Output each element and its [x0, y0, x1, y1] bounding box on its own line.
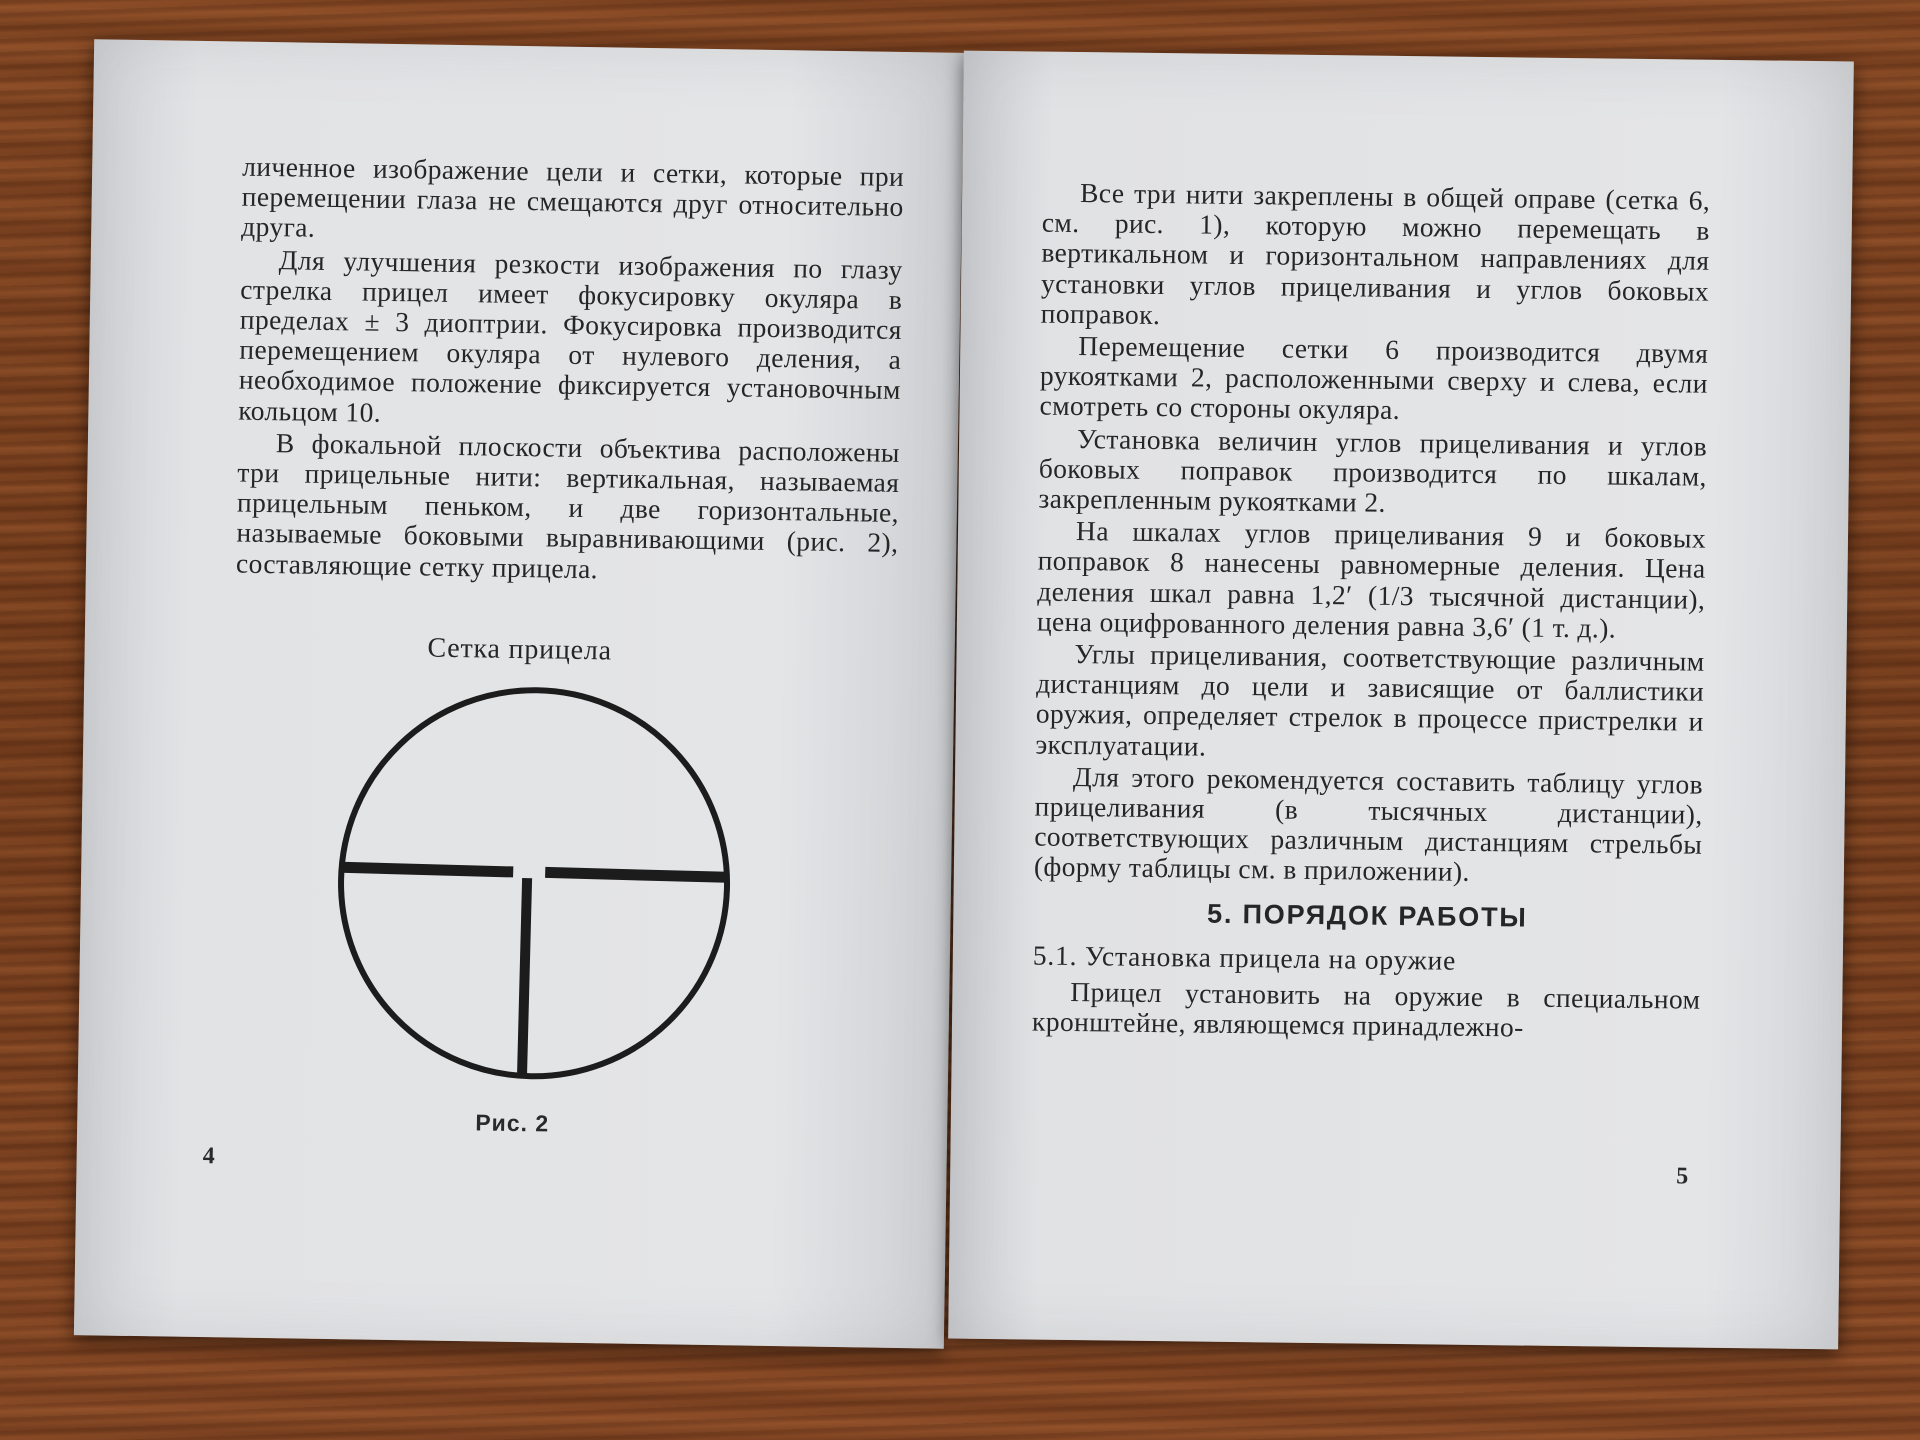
reticle-left-line — [341, 867, 513, 872]
left-page — [74, 39, 964, 1349]
reticle-circle — [338, 687, 730, 1079]
subsection-heading: 5.1. Установка прицела на оружие — [1032, 939, 1457, 976]
left-page-text — [236, 152, 905, 589]
left-paragraph-3: В фокальной плоскости объектива расположены три прицельные нити: вертикальная, называемая прицельным пеньком, и две горизонтальные, называемые боковыми выравнивающими (рис. 2), составляющие сетку прицела. — [235, 426, 901, 584]
section-heading: 5. ПОРЯДОК РАБОТЫ — [1206, 898, 1528, 933]
page-number-left: 4 — [202, 1143, 215, 1170]
left-paragraph-1: личенное изображение цели и сетки, которые при перемещении глаза не смещаются друг относительно друга. — [241, 150, 905, 244]
right-paragraph-4: На шкалах углов прицеливания 9 и боковых поправок 8 нанесены равномерные деления. Цена деления шкал равна 1,2′ (1/3 тысячной дистанции), цена оцифрованного деления равна 3,6′ (1 т. д.). — [1036, 515, 1707, 644]
right-page-text — [1032, 178, 1710, 1046]
figure-label: Рис. 2 — [475, 1109, 550, 1137]
right-paragraph-3: Установка величин углов прицеливания и углов боковых поправок производится по шкалам, закрепленным рукоятками 2. — [1038, 422, 1708, 518]
right-paragraph-final: Прицел установить на оружие в специальном кронштейне, являющемся принадлежно- — [1031, 976, 1701, 1043]
reticle-figure — [330, 679, 738, 1087]
right-paragraph-6: Для этого рекомендуется составить таблицу углов прицеливания (в тысячных дистанции), соответствующих различным дистанциям стрельбы (форму таблицы см. в приложении). — [1033, 760, 1704, 888]
page-number-right: 5 — [1676, 1163, 1689, 1190]
left-paragraph-2: Для улучшения резкости изображения по глазу стрелка прицел имеет фокусировку окуляра в пределах ± 3 диоптрии. Фокусировка производится перемещением окуляра от нулевого деления, а необходимое положение фиксируется установочным кольцом 10. — [238, 243, 903, 428]
right-paragraph-5: Углы прицеливания, соответствующие различным дистанциям до цели и зависящие от баллистики оружия, определяет стрелок в процессе пристрелки и эксплуатации. — [1035, 638, 1705, 762]
reticle-right-line — [545, 872, 727, 877]
right-paragraph-2: Перемещение сетки 6 производится двумя рукоятками 2, расположенными сверху и слева, если смотреть со стороны окуляра. — [1039, 330, 1709, 426]
reticle-vertical-post — [522, 878, 527, 1076]
right-paragraph-1: Все три нити закреплены в общей оправе (сетка 6, см. рис. 1), которую можно перемещать в вертикальном и горизонтальном направлениях для установки углов прицеливания и углов боковых поправок. — [1040, 177, 1711, 330]
right-page — [948, 51, 1854, 1350]
figure-title: Сетка прицела — [427, 632, 613, 667]
